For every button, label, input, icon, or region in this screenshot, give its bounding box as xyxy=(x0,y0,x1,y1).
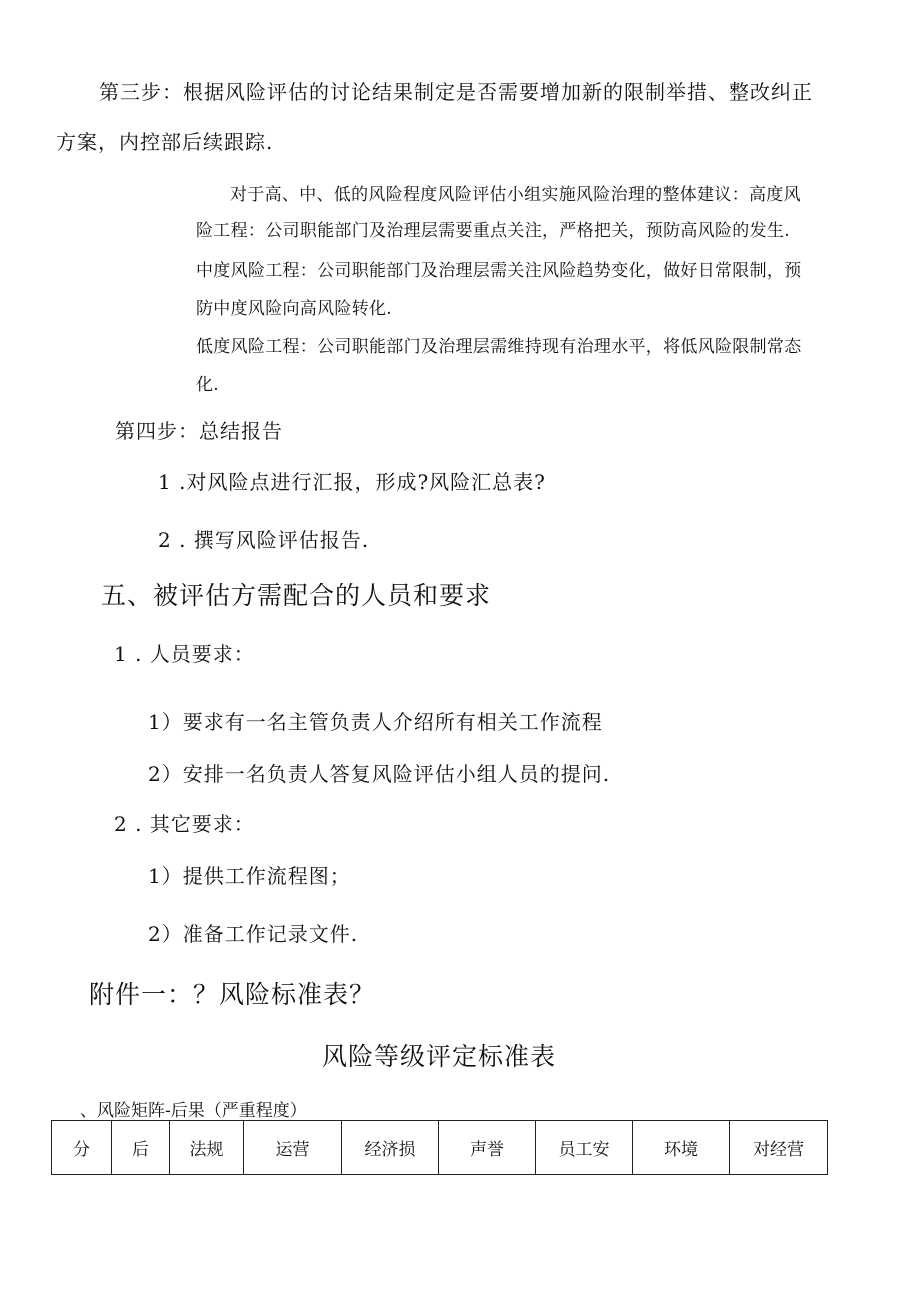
step4-title: 第四步：总结报告 xyxy=(115,419,283,443)
table-cell: 员工安 xyxy=(536,1121,633,1175)
step3-line-2: 方案，内控部后续跟踪. xyxy=(56,130,274,154)
req2-item-b: 2）准备工作记录文件. xyxy=(148,922,359,946)
table-title: 风险等级评定标准表 xyxy=(322,1042,557,1071)
req1-item-b: 2）安排一名负责人答复风险评估小组人员的提问. xyxy=(148,762,611,786)
table-cell: 声誉 xyxy=(439,1121,536,1175)
table-cell: 分 xyxy=(52,1121,112,1175)
advice-line-1: 对于高、中、低的风险程度风险评估小组实施风险治理的整体建议：高度风 xyxy=(230,185,801,205)
table-cell: 经济损 xyxy=(342,1121,439,1175)
req1-item-a: 1）要求有一名主管负责人介绍所有相关工作流程 xyxy=(148,710,603,734)
step3-line-1: 第三步：根据风险评估的讨论结果制定是否需要增加新的限制举措、整改纠正 xyxy=(99,80,813,104)
table-cell: 环境 xyxy=(633,1121,730,1175)
table-cell: 法规 xyxy=(170,1121,244,1175)
req2-item-a: 1）提供工作流程图； xyxy=(148,864,351,888)
attachment-title: 附件一：？风险标准表？ xyxy=(89,980,376,1009)
table-cell: 运营 xyxy=(244,1121,342,1175)
req2-title: 2 . 其它要求： xyxy=(114,812,255,836)
advice-line-2: 险工程：公司职能部门及治理层需要重点关注，严格把关，预防高风险的发生. xyxy=(196,221,790,241)
advice-line-5: 低度风险工程：公司职能部门及治理层需维持现有治理水平，将低风险限制常态 xyxy=(196,337,802,357)
table-cell: 后 xyxy=(112,1121,170,1175)
table-cell: 对经营 xyxy=(730,1121,828,1175)
matrix-caption: 、风险矩阵-后果（严重程度） xyxy=(80,1101,307,1121)
risk-matrix-table xyxy=(51,1120,828,1175)
table-row xyxy=(52,1121,828,1175)
req1-title: 1 . 人员要求： xyxy=(114,642,255,666)
step4-item-2: 2 . 撰写风险评估报告. xyxy=(158,528,370,552)
advice-line-4: 防中度风险向高风险转化. xyxy=(196,299,393,319)
section5-title: 五、被评估方需配合的人员和要求 xyxy=(101,581,492,610)
advice-line-6: 化. xyxy=(196,375,220,395)
advice-line-3: 中度风险工程：公司职能部门及治理层需关注风险趋势变化，做好日常限制，预 xyxy=(196,261,802,281)
step4-item-1: 1 .对风险点进行汇报，形成?风险汇总表? xyxy=(158,470,546,494)
